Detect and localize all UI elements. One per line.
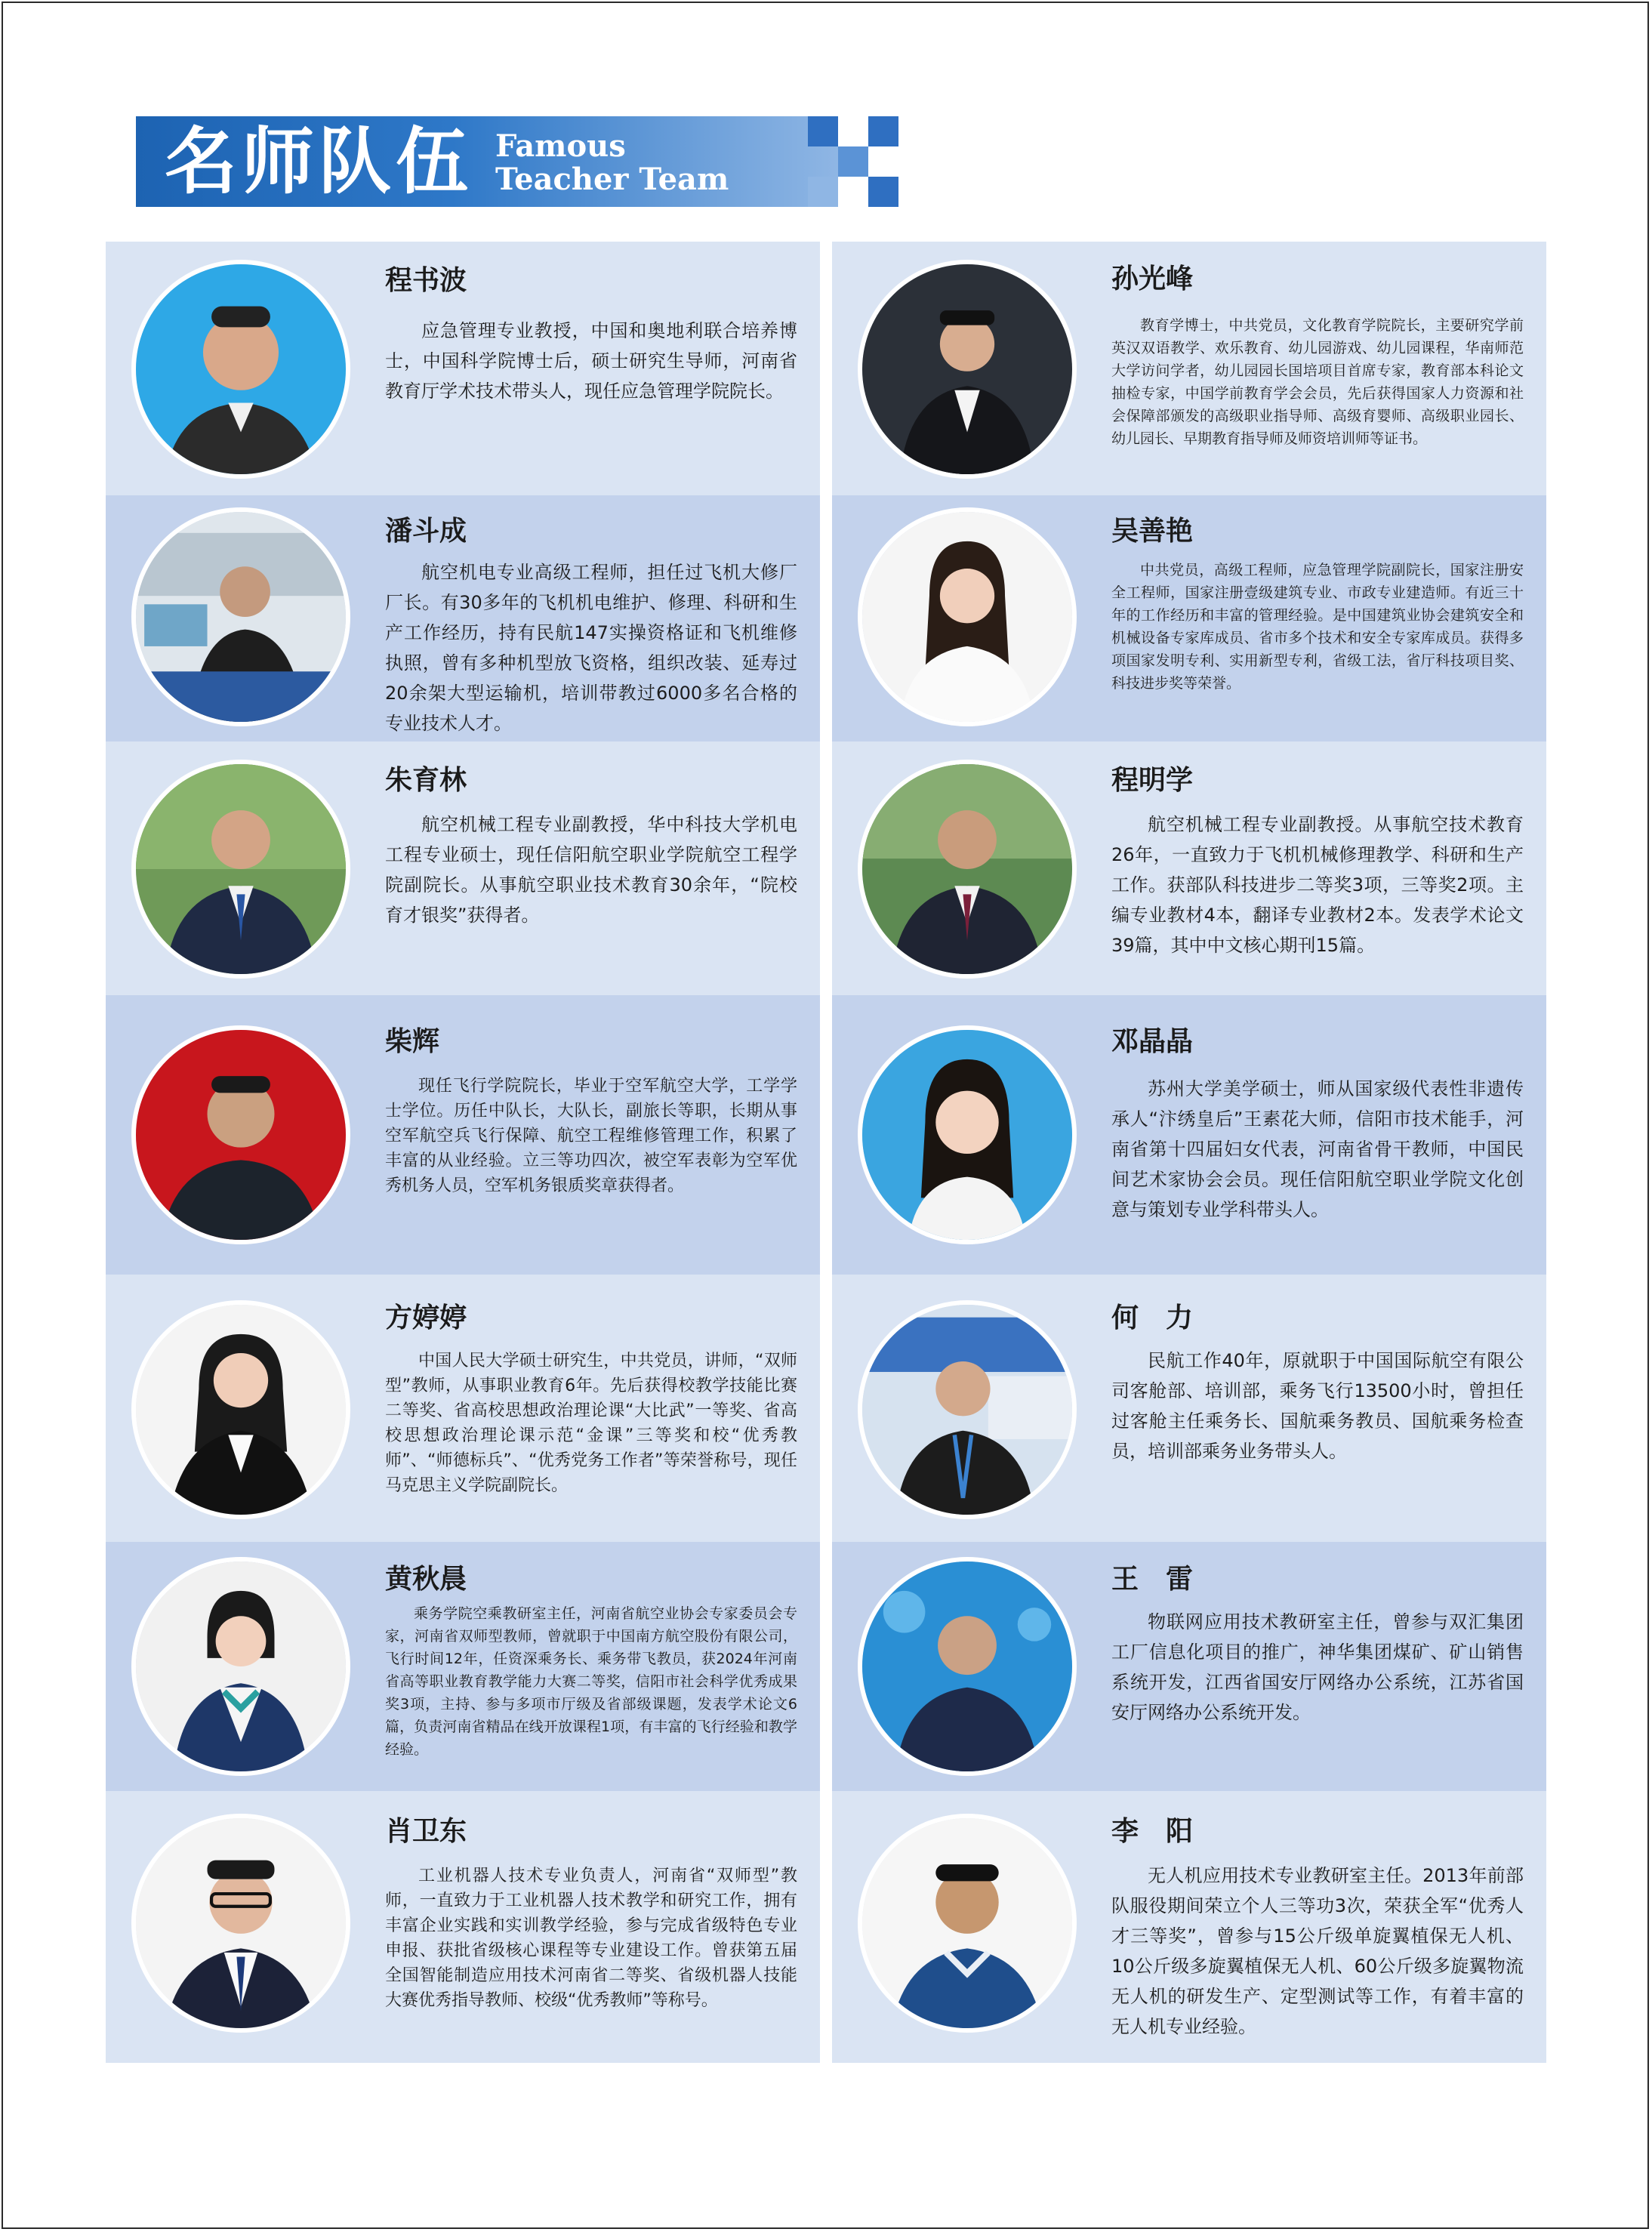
teacher-card (106, 995, 820, 1275)
teacher-bio: 航空机电专业高级工程师，担任过飞机大修厂厂长。有30多年的飞机机电维护、修理、科研和生产工作经历，持有民航147实操资格证和飞机维修执照，曾有多种机型放飞资格，组织改装、延寿过20余架大型运输机，培训带教过6000多名合格的专业技术人才。 (385, 562, 797, 734)
banner-title-en-line1: Famous (495, 128, 626, 164)
teacher-photo (858, 1814, 1077, 2033)
left-column (106, 242, 820, 2063)
teacher-photo (131, 1025, 350, 1244)
teacher-card (832, 741, 1546, 995)
teacher-bio: 工业机器人技术专业负责人，河南省“双师型”教师，一直致力于工业机器人技术教学和研究工作，拥有丰富企业实践和实训教学经验，参与完成省级特色专业申报、获批省级核心课程等专业建设工作。曾获第五届全国智能制造应用技术河南省二等奖、省级机器人技能大赛优秀指导教师、校级“优秀教师”等称号。 (385, 1867, 797, 2010)
banner-title-en-line2: Teacher Team (495, 162, 729, 197)
section-banner (136, 116, 838, 207)
teacher-name: 李 阳 (1111, 1816, 1194, 1847)
teacher-photo (858, 1557, 1077, 1776)
teacher-name: 朱育林 (385, 765, 467, 796)
teacher-name: 程书波 (385, 265, 467, 296)
teacher-bio: 中共党员，高级工程师，应急管理学院副院长，国家注册安全工程师，国家注册壹级建筑专业、市政专业建造师。有近三十年的工作经历和丰富的管理经验。是中国建筑业协会建筑安全和机械设备专家库成员、省市多个技术和安全专家库成员。获得多项国家发明专利、实用新型专利，省级工法，省厅科技项目奖、科技进步奖等荣誉。 (1111, 562, 1524, 692)
decor-square (868, 116, 898, 146)
teacher-bio: 苏州大学美学硕士，师从国家级代表性非遗传承人“汴绣皇后”王素花大师，信阳市技术能手，河南省第十四届妇女代表，河南省骨干教师，中国民间艺术家协会会员。现任信阳航空职业学院文化创意与策划专业学科带头人。 (1111, 1078, 1524, 1220)
teacher-bio: 中国人民大学硕士研究生，中共党员，讲师，“双师型”教师，从事职业教育6年。先后获得校教学技能比赛二等奖、省高校思想政治理论课“大比武”一等奖、省高校思想政治理论课示范“金课”三等奖和校“优秀教师”、“师德标兵”、“优秀党务工作者”等荣誉称号，现任马克思主义学院副院长。 (385, 1352, 797, 1495)
banner-title-cn: 名师队伍 (165, 119, 473, 204)
teacher-bio: 航空机械工程专业副教授。从事航空技术教育26年，一直致力于飞机机械修理教学、科研和生产工作。获部队科技进步二等奖3项，三等奖2项。主编专业教材4本，翻译专业教材2本。发表学术论文39篇，其中中文核心期刊15篇。 (1111, 814, 1524, 956)
teacher-photo (131, 1300, 350, 1519)
teacher-name: 程明学 (1111, 765, 1194, 796)
teacher-name: 孙光峰 (1111, 264, 1194, 294)
teacher-photo (131, 507, 350, 726)
teacher-card (106, 495, 820, 741)
teacher-card (106, 741, 820, 995)
teacher-card (106, 1791, 820, 2063)
teacher-card (832, 242, 1546, 495)
teacher-card (106, 242, 820, 495)
teacher-name: 王 雷 (1111, 1564, 1194, 1595)
teacher-bio: 航空机械工程专业副教授，华中科技大学机电工程专业硕士，现任信阳航空职业学院航空工程学院副院长。从事航空职业技术教育30余年，“院校育才银奖”获得者。 (385, 814, 797, 926)
teacher-photo (858, 760, 1077, 979)
decor-square (808, 116, 838, 146)
teacher-photo (131, 760, 350, 979)
teacher-card (106, 1542, 820, 1791)
teacher-name: 黄秋晨 (385, 1564, 467, 1595)
teacher-card (832, 995, 1546, 1275)
teacher-name: 肖卫东 (385, 1816, 467, 1847)
teacher-photo (858, 260, 1077, 479)
right-column (832, 242, 1546, 2063)
teacher-photo (858, 507, 1077, 726)
teacher-card (106, 1275, 820, 1542)
decor-square (808, 177, 838, 207)
banner-title-en (495, 130, 729, 196)
teacher-photo (131, 1814, 350, 2033)
teacher-bio: 物联网应用技术教研室主任，曾参与双汇集团工厂信息化项目的推广，神华集团煤矿、矿山销售系统开发，江西省国安厅网络办公系统，江苏省国安厅网络办公系统开发。 (1111, 1611, 1524, 1723)
teacher-name: 方婷婷 (385, 1303, 467, 1333)
teacher-photo (131, 1557, 350, 1776)
teacher-bio: 民航工作40年，原就职于中国国际航空有限公司客舱部、培训部，乘务飞行13500小时，曾担任过客舱主任乘务长、国航乘务教员、国航乘务检查员，培训部乘务业务带头人。 (1111, 1350, 1524, 1462)
teacher-name: 潘斗成 (385, 516, 467, 547)
teacher-card (832, 1275, 1546, 1542)
teacher-photo (131, 260, 350, 479)
teacher-card (832, 495, 1546, 741)
teacher-bio: 应急管理专业教授，中国和奥地利联合培养博士，中国科学院博士后，硕士研究生导师，河南省教育厅学术技术带头人，现任应急管理学院院长。 (385, 320, 797, 402)
teacher-bio: 教育学博士，中共党员，文化教育学院院长，主要研究学前英汉双语教学、欢乐教育、幼儿园游戏、幼儿园课程，华南师范大学访问学者，幼儿园园长国培项目首席专家，教育部本科论文抽检专家，中国学前教育学会会员，先后获得国家人力资源和社会保障部颁发的高级职业指导师、高级育婴师、高级职业园长、幼儿园长、早期教育指导师及师资培训师等证书。 (1111, 317, 1524, 447)
decor-square (838, 146, 868, 177)
teacher-card (832, 1791, 1546, 2063)
teacher-bio: 无人机应用技术专业教研室主任。2013年前部队服役期间荣立个人三等功3次，荣获全军“优秀人才三等奖”，曾参与15公斤级单旋翼植保无人机、10公斤级多旋翼植保无人机、60公斤级多旋翼物流无人机的研发生产、定型测试等工作，有着丰富的无人机专业经验。 (1111, 1865, 1524, 2037)
teacher-photo (858, 1300, 1077, 1519)
teacher-photo (858, 1025, 1077, 1244)
teacher-name: 邓晶晶 (1111, 1026, 1194, 1057)
teacher-name: 吴善艳 (1111, 516, 1194, 547)
teacher-name: 柴辉 (385, 1026, 440, 1057)
teacher-card (832, 1542, 1546, 1791)
teacher-bio: 现任飞行学院院长，毕业于空军航空大学，工学学士学位。历任中队长，大队长，副旅长等职，长期从事空军航空兵飞行保障、航空工程维修管理工作，积累了丰富的从业经验。立三等功四次，被空军表彰为空军优秀机务人员，空军机务银质奖章获得者。 (385, 1077, 797, 1195)
teacher-bio: 乘务学院空乘教研室主任，河南省航空业协会专家委员会专家，河南省双师型教师，曾就职于中国南方航空股份有限公司，飞行时间12年，任资深乘务长、乘务带飞教员，获2024年河南省高等职业教育教学能力大赛二等奖，信阳市社会科学优秀成果奖3项，主持、参与多项市厅级及省部级课题，发表学术论文6篇，负责河南省精品在线开放课程1项，有丰富的飞行经验和教学经验。 (385, 1605, 797, 1758)
teacher-name: 何 力 (1111, 1303, 1194, 1333)
decor-square (868, 177, 898, 207)
